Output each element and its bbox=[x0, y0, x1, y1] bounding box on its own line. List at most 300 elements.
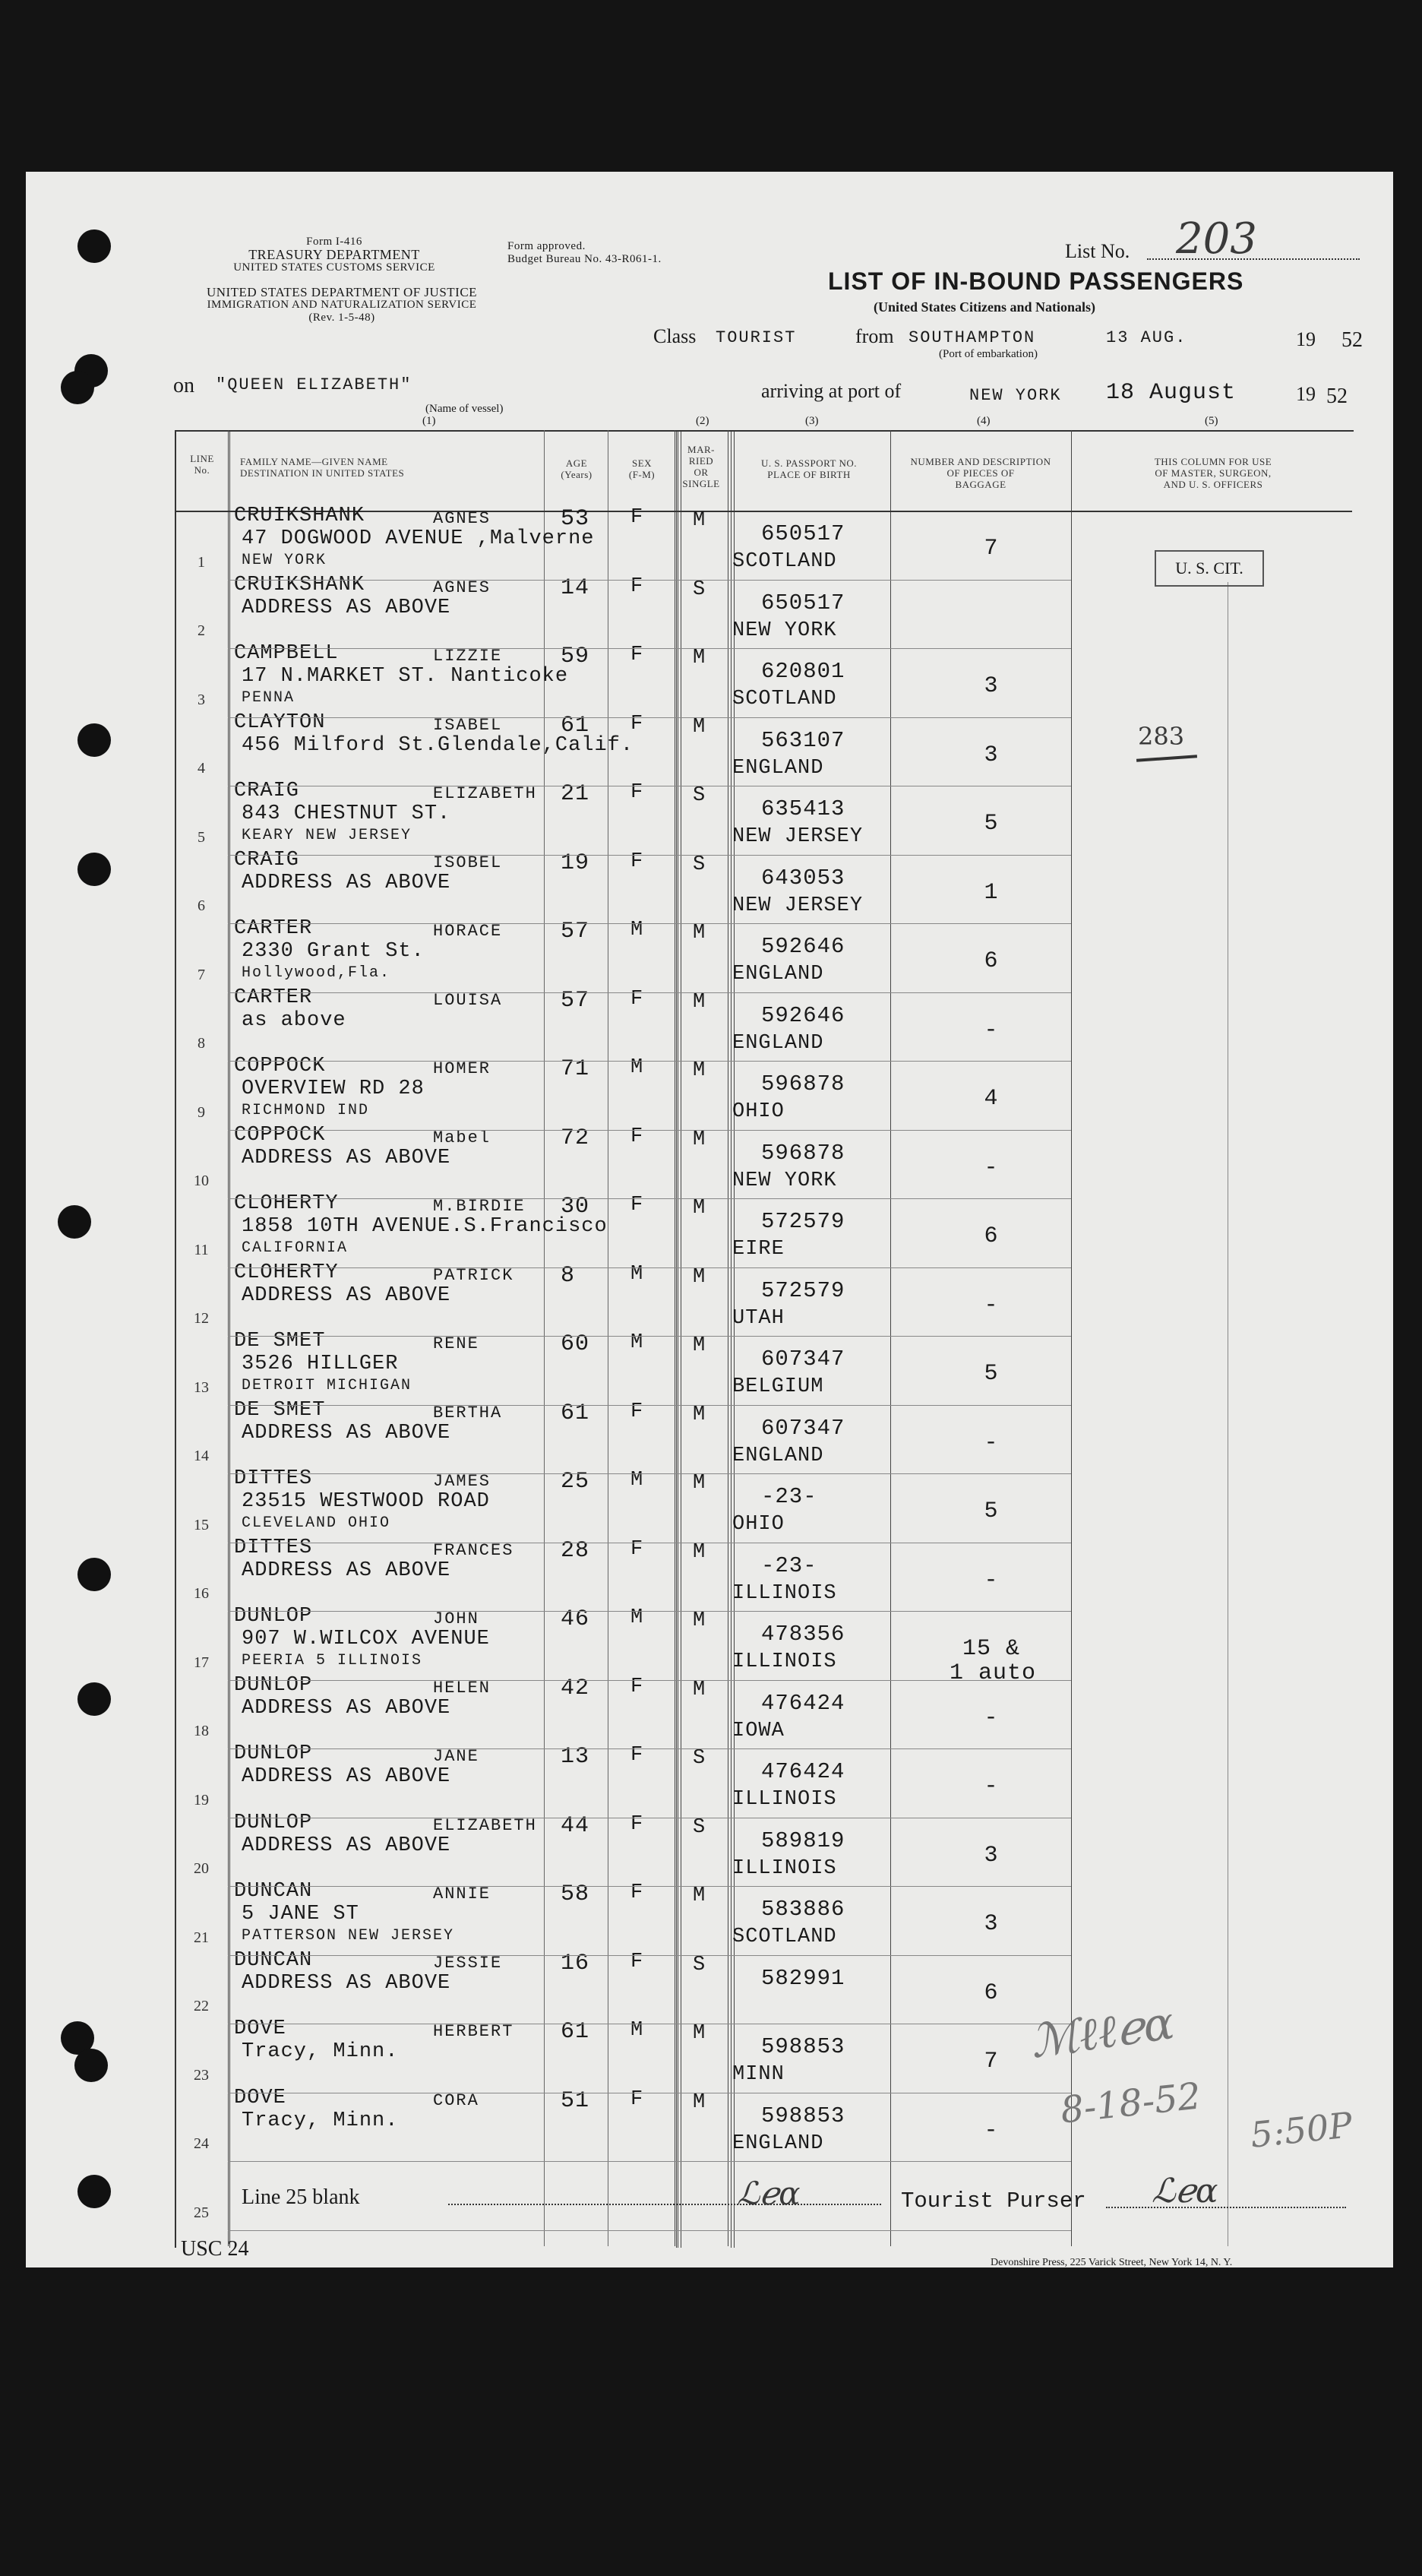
address-line-1: 3526 HILLGER bbox=[242, 1353, 399, 1375]
col-number-2: (2) bbox=[696, 415, 709, 427]
address-line-2: CLEVELAND OHIO bbox=[242, 1514, 391, 1532]
family-name: COPPOCK bbox=[234, 1055, 326, 1078]
baggage-count: - bbox=[984, 1704, 999, 1731]
depart-date: 13 AUG. bbox=[1106, 328, 1187, 347]
row-divider bbox=[228, 1680, 1071, 1681]
marital-status: S bbox=[693, 1953, 706, 1976]
given-name: FRANCES bbox=[433, 1540, 514, 1560]
address-line-1: ADDRESS AS ABOVE bbox=[242, 1421, 451, 1445]
baggage-count: 5 bbox=[984, 811, 999, 837]
marital-status: M bbox=[693, 1403, 706, 1426]
passport-no: 643053 bbox=[761, 865, 845, 891]
purser-label: Tourist Purser bbox=[901, 2188, 1086, 2214]
given-name: ANNIE bbox=[433, 1885, 491, 1904]
line-number: 8 bbox=[198, 1035, 205, 1052]
given-name: HERBERT bbox=[433, 2022, 514, 2041]
sex: M bbox=[630, 1056, 644, 1079]
customs-service: UNITED STATES CUSTOMS SERVICE bbox=[233, 261, 435, 274]
age: 13 bbox=[561, 1744, 590, 1770]
revision: (Rev. 1-5-48) bbox=[308, 312, 375, 324]
marital-status: M bbox=[693, 1059, 706, 1082]
arrival-year: 52 bbox=[1326, 385, 1348, 408]
family-name: COPPOCK bbox=[234, 1123, 326, 1147]
passport-no: 563107 bbox=[761, 727, 845, 753]
form-number: Form I-416 bbox=[306, 236, 362, 248]
treasury-dept: TREASURY DEPARTMENT bbox=[248, 247, 420, 262]
inspector-signature: ℳℓℓℯα bbox=[1027, 1996, 1178, 2069]
passport-no: 650517 bbox=[761, 590, 845, 616]
family-name: CRUIKSHANK bbox=[234, 573, 365, 597]
sex: F bbox=[630, 1950, 644, 1973]
age: 61 bbox=[561, 712, 590, 739]
passport-no: 620801 bbox=[761, 659, 845, 684]
sex: F bbox=[630, 644, 644, 666]
from-label: from bbox=[855, 325, 894, 347]
age: 19 bbox=[561, 850, 590, 876]
punch-hole bbox=[77, 1558, 111, 1591]
place-of-birth: NEW YORK bbox=[732, 619, 837, 642]
arrival-year-prefix: 19 bbox=[1296, 383, 1316, 405]
passport-no: 583886 bbox=[761, 1897, 845, 1922]
sex: F bbox=[630, 2087, 644, 2111]
family-name: DUNLOP bbox=[234, 1811, 313, 1834]
age: 71 bbox=[561, 1056, 590, 1082]
line-number: 22 bbox=[194, 1998, 209, 2014]
baggage-count: 7 bbox=[984, 536, 999, 562]
address-line-1: 23515 WESTWOOD ROAD bbox=[242, 1490, 490, 1513]
address-line-1: ADDRESS AS ABOVE bbox=[242, 1559, 451, 1582]
line-number: 19 bbox=[194, 1791, 209, 1809]
form-title: LIST OF IN-BOUND PASSENGERS bbox=[828, 267, 1244, 295]
age: 16 bbox=[561, 1950, 590, 1976]
colhead-baggage: NUMBER AND DESCRIPTION OF PIECES OF BAGGAGE bbox=[910, 456, 1051, 490]
row-divider bbox=[228, 717, 1071, 718]
marital-status: S bbox=[693, 1747, 706, 1770]
colhead-line: LINE No. bbox=[190, 453, 214, 476]
baggage-count: - bbox=[984, 2117, 999, 2144]
col-number-4: (4) bbox=[977, 415, 991, 427]
passport-no: 596878 bbox=[761, 1140, 845, 1166]
depart-year-prefix: 19 bbox=[1296, 328, 1316, 350]
form-subtitle: (United States Citizens and Nationals) bbox=[874, 299, 1096, 315]
sex: F bbox=[630, 1881, 644, 1904]
given-name: ELIZABETH bbox=[433, 784, 537, 803]
row-divider bbox=[228, 923, 1071, 924]
age: 57 bbox=[561, 987, 590, 1014]
address-line-1: 2330 Grant St. bbox=[242, 940, 425, 963]
address-line-1: ADDRESS AS ABOVE bbox=[242, 1834, 451, 1857]
address-line-2: RICHMOND IND bbox=[242, 1102, 370, 1119]
family-name: CRUIKSHANK bbox=[234, 505, 365, 527]
address-line-2: NEW YORK bbox=[242, 552, 327, 569]
marital-status: M bbox=[693, 1885, 706, 1907]
place-of-birth: ILLINOIS bbox=[732, 1856, 837, 1880]
sex: F bbox=[630, 1537, 644, 1561]
inspector-date: 8-18-52 bbox=[1058, 2074, 1203, 2132]
place-of-birth: NEW JERSEY bbox=[732, 894, 864, 917]
age: 21 bbox=[561, 781, 590, 807]
inspector-time: 5:50P bbox=[1248, 2104, 1354, 2156]
given-name: JESSIE bbox=[433, 1953, 503, 1973]
line-number: 3 bbox=[198, 691, 205, 708]
sex: M bbox=[630, 1606, 644, 1629]
age: 30 bbox=[561, 1194, 590, 1220]
line-number: 24 bbox=[194, 2135, 209, 2152]
line-number: 9 bbox=[198, 1103, 205, 1121]
age: 28 bbox=[561, 1537, 590, 1564]
line-number: 21 bbox=[194, 1929, 209, 1946]
family-name: CLOHERTY bbox=[234, 1261, 339, 1284]
colhead-name: FAMILY NAME—GIVEN NAME DESTINATION IN UNITED STATES bbox=[240, 456, 405, 479]
baggage-count: 3 bbox=[984, 673, 999, 699]
place-of-birth: ILLINOIS bbox=[732, 1788, 837, 1811]
arrival-date: 18 August bbox=[1106, 380, 1237, 406]
place-of-birth: OHIO bbox=[732, 1513, 785, 1536]
passport-no: 598853 bbox=[761, 2034, 845, 2059]
class-label: Class bbox=[653, 325, 697, 347]
line-number: 16 bbox=[194, 1585, 209, 1602]
list-no-label: List No. bbox=[1065, 240, 1130, 262]
us-citizen-stamp: U. S. CIT. bbox=[1155, 550, 1264, 587]
age: 14 bbox=[561, 574, 590, 601]
given-name: AGNES bbox=[433, 509, 491, 528]
address-line-2: KEARY NEW JERSEY bbox=[242, 827, 412, 844]
sex: F bbox=[630, 712, 644, 736]
age: 58 bbox=[561, 1881, 590, 1907]
colhead-officers: THIS COLUMN FOR USE OF MASTER, SURGEON, AND U. S. OFFICERS bbox=[1154, 456, 1272, 490]
marital-status: M bbox=[693, 1197, 706, 1220]
family-name: DITTES bbox=[234, 1467, 313, 1490]
given-name: Mabel bbox=[433, 1128, 491, 1147]
address-line-1: Tracy, Minn. bbox=[242, 2109, 399, 2132]
col-line bbox=[890, 430, 891, 2246]
age: 51 bbox=[561, 2087, 590, 2114]
address-line-2: PATTERSON NEW JERSEY bbox=[242, 1927, 455, 1945]
punch-hole bbox=[58, 1205, 91, 1239]
sex: M bbox=[630, 1469, 644, 1492]
address-line-1: ADDRESS AS ABOVE bbox=[242, 596, 451, 619]
punch-hole bbox=[61, 371, 94, 404]
family-name: CLAYTON bbox=[234, 710, 326, 734]
col-line bbox=[228, 430, 229, 2246]
age: 60 bbox=[561, 1331, 590, 1357]
passport-no: -23- bbox=[761, 1484, 817, 1509]
list-no-value: 203 bbox=[1176, 214, 1257, 264]
address-line-1: as above bbox=[242, 1008, 346, 1032]
marital-status: M bbox=[693, 1472, 706, 1495]
marital-status: M bbox=[693, 1678, 706, 1701]
age: 25 bbox=[561, 1469, 590, 1495]
family-name: DOVE bbox=[234, 2017, 286, 2040]
given-name: JOHN bbox=[433, 1609, 479, 1628]
passport-no: 592646 bbox=[761, 1002, 845, 1028]
officer-note: 283 bbox=[1138, 722, 1185, 751]
punch-hole bbox=[74, 2049, 108, 2082]
row-divider bbox=[228, 1130, 1071, 1131]
punch-hole bbox=[77, 2175, 111, 2208]
form-approved: Form approved. bbox=[507, 240, 586, 252]
col-number-5: (5) bbox=[1205, 415, 1218, 427]
given-name: LIZZIE bbox=[433, 647, 503, 666]
passport-no: 589819 bbox=[761, 1828, 845, 1853]
row-divider bbox=[228, 1886, 1071, 1887]
place-of-birth: UTAH bbox=[732, 1306, 785, 1330]
place-of-birth: EIRE bbox=[732, 1238, 785, 1261]
address-line-1: 5 JANE ST bbox=[242, 1903, 359, 1926]
place-of-birth: ENGLAND bbox=[732, 963, 824, 986]
age: 44 bbox=[561, 1812, 590, 1839]
passport-no: 592646 bbox=[761, 934, 845, 959]
given-name: RENE bbox=[433, 1334, 479, 1353]
place-of-birth: SCOTLAND bbox=[732, 550, 837, 573]
colhead-age: AGE (Years) bbox=[561, 457, 592, 480]
family-name: DE SMET bbox=[234, 1330, 326, 1353]
col-number-1: (1) bbox=[422, 415, 436, 427]
baggage-count: 5 bbox=[984, 1361, 999, 1387]
baggage-count: - bbox=[984, 1567, 999, 1593]
line-number: 25 bbox=[194, 2204, 209, 2221]
given-name: HORACE bbox=[433, 922, 503, 941]
sex: F bbox=[630, 574, 644, 598]
row-divider bbox=[228, 2230, 1071, 2231]
marital-status: M bbox=[693, 1540, 706, 1564]
col-line bbox=[1071, 430, 1072, 2246]
address-line-1: ADDRESS AS ABOVE bbox=[242, 1283, 451, 1307]
marital-status: M bbox=[693, 1609, 706, 1632]
given-name: M.BIRDIE bbox=[433, 1197, 526, 1216]
line-number: 11 bbox=[194, 1241, 209, 1258]
row-divider bbox=[228, 1061, 1071, 1062]
place-of-birth: SCOTLAND bbox=[732, 688, 837, 710]
baggage-count: 15 & 1 auto bbox=[950, 1636, 1037, 1686]
given-name: LOUISA bbox=[433, 990, 503, 1010]
age: 61 bbox=[561, 2019, 590, 2045]
address-line-2: Hollywood,Fla. bbox=[242, 964, 391, 982]
marital-status: M bbox=[693, 990, 706, 1014]
marital-status: M bbox=[693, 509, 706, 532]
budget-bureau: Budget Bureau No. 43-R061-1. bbox=[507, 253, 662, 265]
given-name: ISOBEL bbox=[433, 853, 503, 872]
row-divider bbox=[228, 1198, 1071, 1199]
line-number: 14 bbox=[194, 1448, 209, 1464]
passport-no: -23- bbox=[761, 1552, 817, 1578]
marital-status: M bbox=[693, 715, 706, 739]
marital-status: M bbox=[693, 1334, 706, 1357]
punch-hole bbox=[77, 723, 111, 757]
age: 46 bbox=[561, 1606, 590, 1632]
given-name: PATRICK bbox=[433, 1265, 514, 1285]
marital-status: M bbox=[693, 2090, 706, 2114]
passport-no: 596878 bbox=[761, 1071, 845, 1097]
place-of-birth: SCOTLAND bbox=[732, 1926, 837, 1948]
marital-status: M bbox=[693, 2022, 706, 2045]
col-line bbox=[544, 430, 545, 2246]
family-name: DUNLOP bbox=[234, 1742, 313, 1765]
baggage-count: 1 bbox=[984, 879, 999, 906]
sex: M bbox=[630, 1331, 644, 1354]
marital-status: M bbox=[693, 1265, 706, 1289]
row-divider bbox=[228, 1611, 1071, 1612]
age: 61 bbox=[561, 1400, 590, 1426]
passport-no: 476424 bbox=[761, 1690, 845, 1716]
approval-block bbox=[507, 240, 662, 266]
address-line-1: 17 N.MARKET ST. Nanticoke bbox=[242, 665, 569, 688]
family-name: DOVE bbox=[234, 2086, 286, 2109]
sex: F bbox=[630, 1125, 644, 1148]
justice-block bbox=[167, 286, 517, 324]
line-number: 2 bbox=[198, 622, 205, 639]
passport-no: 635413 bbox=[761, 796, 845, 821]
marital-status: M bbox=[693, 922, 706, 945]
marital-status: S bbox=[693, 853, 706, 876]
address-line-1: ADDRESS AS ABOVE bbox=[242, 1146, 451, 1169]
passport-no: 598853 bbox=[761, 2103, 845, 2128]
baggage-count: 6 bbox=[984, 948, 999, 974]
line-number: 5 bbox=[198, 828, 205, 846]
place-of-birth: MINN bbox=[732, 2063, 785, 2086]
row-divider bbox=[228, 1405, 1071, 1406]
line-number: 18 bbox=[194, 1723, 209, 1739]
address-line-1: ADDRESS AS ABOVE bbox=[242, 1765, 451, 1788]
line-number: 12 bbox=[194, 1310, 209, 1327]
given-name: CORA bbox=[433, 2090, 479, 2110]
arriving-label: arriving at port of bbox=[761, 380, 902, 402]
marital-status: S bbox=[693, 1815, 706, 1839]
sex: F bbox=[630, 850, 644, 873]
family-name: CLOHERTY bbox=[234, 1192, 339, 1215]
baggage-count: - bbox=[984, 1292, 999, 1318]
line-number: 4 bbox=[198, 760, 205, 777]
baggage-count: 3 bbox=[984, 742, 999, 768]
age: 42 bbox=[561, 1675, 590, 1701]
family-name: CAMPBELL bbox=[234, 642, 339, 665]
baggage-count: 6 bbox=[984, 1223, 999, 1249]
line-number: 1 bbox=[198, 553, 205, 571]
row-divider bbox=[228, 1336, 1071, 1337]
baggage-count: 4 bbox=[984, 1086, 999, 1112]
passport-no: 607347 bbox=[761, 1415, 845, 1441]
baggage-count: 6 bbox=[984, 1979, 999, 2006]
colhead-passport: U. S. PASSPORT NO. PLACE OF BIRTH bbox=[761, 457, 857, 480]
usc-code: USC 24 bbox=[181, 2237, 249, 2261]
address-line-1: 1858 10TH AVENUE.S.Francisco bbox=[242, 1215, 608, 1238]
place-of-birth: ENGLAND bbox=[732, 756, 824, 780]
family-name: DUNCAN bbox=[234, 1948, 313, 1972]
sex: M bbox=[630, 2019, 644, 2042]
row-divider bbox=[228, 992, 1071, 993]
col-number-3: (3) bbox=[805, 415, 819, 427]
place-of-birth: ENGLAND bbox=[732, 1444, 824, 1467]
line-number: 23 bbox=[194, 2066, 209, 2084]
baggage-count: 3 bbox=[984, 1842, 999, 1869]
ins-service: IMMIGRATION AND NATURALIZATION SERVICE bbox=[207, 299, 477, 311]
address-line-2: PENNA bbox=[242, 689, 295, 707]
baggage-count: 7 bbox=[984, 2049, 999, 2074]
sex: M bbox=[630, 1262, 644, 1286]
line-number: 15 bbox=[194, 1516, 209, 1533]
line-number: 10 bbox=[194, 1172, 209, 1189]
family-name: DUNLOP bbox=[234, 1605, 313, 1628]
family-name: DITTES bbox=[234, 1536, 313, 1559]
passport-no: 572579 bbox=[761, 1277, 845, 1303]
age: 8 bbox=[561, 1262, 576, 1289]
family-name: CRAIG bbox=[234, 848, 300, 872]
given-name: HOMER bbox=[433, 1059, 491, 1078]
address-line-2: CALIFORNIA bbox=[242, 1239, 349, 1257]
punch-hole bbox=[77, 853, 111, 886]
given-name: JAMES bbox=[433, 1472, 491, 1491]
address-line-2: DETROIT MICHIGAN bbox=[242, 1377, 412, 1394]
arrival-port: NEW YORK bbox=[969, 386, 1062, 405]
given-name: ISABEL bbox=[433, 715, 503, 735]
vessel-caption: (Name of vessel) bbox=[425, 403, 504, 415]
sex: F bbox=[630, 781, 644, 804]
given-name: ELIZABETH bbox=[433, 1815, 537, 1835]
address-line-2: PEERIA 5 ILLINOIS bbox=[242, 1652, 423, 1669]
row-divider bbox=[228, 855, 1071, 856]
sex: F bbox=[630, 1812, 644, 1836]
place-of-birth: ILLINOIS bbox=[732, 1650, 837, 1673]
baggage-count: - bbox=[984, 1774, 999, 1799]
place-of-birth: OHIO bbox=[732, 1100, 785, 1123]
place-of-birth: ILLINOIS bbox=[732, 1581, 837, 1605]
sex: M bbox=[630, 919, 644, 941]
family-name: DE SMET bbox=[234, 1398, 326, 1422]
address-line-1: ADDRESS AS ABOVE bbox=[242, 1696, 451, 1720]
line-number: 6 bbox=[198, 897, 205, 914]
vessel-name: "QUEEN ELIZABETH" bbox=[216, 375, 412, 394]
address-line-1: 47 DOGWOOD AVENUE ,Malverne bbox=[242, 527, 595, 550]
passport-no: 650517 bbox=[761, 521, 845, 546]
sex: F bbox=[630, 1400, 644, 1423]
given-name: HELEN bbox=[433, 1678, 491, 1698]
purser-signature-1: ℒℯα bbox=[737, 2175, 801, 2212]
address-line-1: Tracy, Minn. bbox=[242, 2040, 399, 2063]
form-id-block bbox=[198, 236, 471, 274]
place-of-birth: IOWA bbox=[732, 1719, 785, 1742]
family-name: CARTER bbox=[234, 986, 313, 1009]
baggage-count: - bbox=[984, 1429, 999, 1456]
baggage-count: 5 bbox=[984, 1498, 999, 1524]
colhead-sex: SEX (F-M) bbox=[628, 457, 656, 480]
given-name: AGNES bbox=[433, 578, 491, 597]
row-divider bbox=[228, 1267, 1071, 1268]
address-line-1: ADDRESS AS ABOVE bbox=[242, 871, 451, 894]
printer-credit: Devonshire Press, 225 Varick Street, New York 14, N. Y. bbox=[991, 2257, 1233, 2268]
place-of-birth: BELGIUM bbox=[732, 1375, 824, 1398]
line25-note: Line 25 blank bbox=[242, 2185, 360, 2209]
row-divider bbox=[228, 2161, 1071, 2162]
line-number: 17 bbox=[194, 1654, 209, 1671]
passport-no: 476424 bbox=[761, 1759, 845, 1784]
line25-dots bbox=[448, 2204, 881, 2205]
on-label: on bbox=[173, 374, 194, 397]
passport-no: 572579 bbox=[761, 1209, 845, 1234]
row-divider bbox=[228, 1748, 1071, 1749]
baggage-count: 3 bbox=[984, 1911, 999, 1937]
age: 57 bbox=[561, 919, 590, 945]
line-number: 7 bbox=[198, 966, 205, 983]
address-line-1: ADDRESS AS ABOVE bbox=[242, 1971, 451, 1995]
port-embark-caption: (Port of embarkation) bbox=[939, 348, 1038, 360]
passport-no: 478356 bbox=[761, 1622, 845, 1647]
age: 72 bbox=[561, 1125, 590, 1151]
depart-year: 52 bbox=[1341, 328, 1363, 352]
row-divider bbox=[228, 1473, 1071, 1474]
family-name: DUNLOP bbox=[234, 1673, 313, 1697]
place-of-birth: NEW YORK bbox=[732, 1169, 837, 1192]
sex: F bbox=[630, 1744, 644, 1767]
